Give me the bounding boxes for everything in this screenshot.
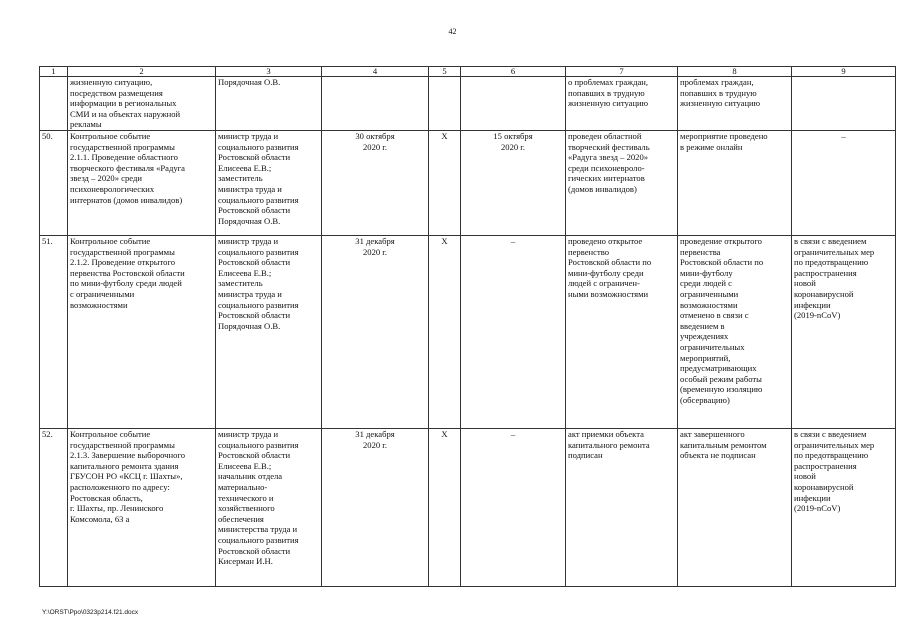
reason-cell: – — [792, 130, 896, 235]
table-row — [40, 235, 896, 428]
row-number: 52. — [40, 428, 68, 586]
actual-result-cell: мероприятие проведено в режиме онлайн — [678, 130, 792, 235]
table-row — [40, 130, 896, 235]
actual-result-cell: акт завершенного капитальным ремонтом объекта не подписан — [678, 428, 792, 586]
row-number: 51. — [40, 235, 68, 428]
fact-date-cell: – — [461, 235, 566, 428]
column-header: 9 — [792, 67, 896, 77]
reason-cell — [792, 77, 896, 131]
column-header: 1 — [40, 67, 68, 77]
responsible-person-cell: министр труда и социального развития Ростовской области Елисеева Е.В.; начальник отдела материально- технического и хозяйственного обеспечения министерства труда и социального развития Ростовской области Кисерман И.Н. — [216, 428, 322, 586]
reason-cell: в связи с введением ограничительных мер по предотвращению распространения новой коронавирусной инфекции (2019-nCoV) — [792, 428, 896, 586]
responsible-person-cell: министр труда и социального развития Ростовской области Елисеева Е.В.; заместитель министра труда и социального развития Ростовской области Порядочная О.В. — [216, 130, 322, 235]
row-number — [40, 77, 68, 131]
plan-date-cell: 31 декабря 2020 г. — [322, 235, 429, 428]
column-header: 8 — [678, 67, 792, 77]
page-number: 42 — [448, 27, 457, 36]
control-event-cell: Контрольное событие государственной программы 2.1.1. Проведение областного творческого фестиваля «Радуга звезд – 2020» среди психоневрологических интернатов (домов инвалидов) — [68, 130, 216, 235]
fact-date-cell: 15 октября 2020 г. — [461, 130, 566, 235]
plan-date-cell: 31 декабря 2020 г. — [322, 428, 429, 586]
reason-cell: в связи с введением ограничительных мер по предотвращению распространения новой коронавирусной инфекции (2019-nCoV) — [792, 235, 896, 428]
column-5-cell: Х — [429, 235, 461, 428]
control-event-cell: жизненную ситуацию, посредством размещения информации в региональных СМИ и на объектах наружной рекламы — [68, 77, 216, 131]
planned-result-cell: акт приемки объекта капитального ремонта подписан — [566, 428, 678, 586]
header-row — [40, 67, 896, 77]
column-5-cell: Х — [429, 428, 461, 586]
fact-date-cell — [461, 77, 566, 131]
column-5-cell — [429, 77, 461, 131]
row-number: 50. — [40, 130, 68, 235]
column-header: 6 — [461, 67, 566, 77]
planned-result-cell: проведен областной творческий фестиваль «Радуга звезд – 2020» среди психоневроло- гических интернатов (домов инвалидов) — [566, 130, 678, 235]
column-header: 3 — [216, 67, 322, 77]
actual-result-cell: проведение открытого первенства Ростовской области по мини-футболу среди людей с ограниченными возможностями отменено в связи с введением в учреждениях ограничительных мероприятий, предусматривающих особый режим работы (временную изоляцию (обсервацию) — [678, 235, 792, 428]
column-header: 2 — [68, 67, 216, 77]
actual-result-cell: проблемах граждан, попавших в трудную жизненную ситуацию — [678, 77, 792, 131]
fact-date-cell: – — [461, 428, 566, 586]
file-path-footer: Y:\ORST\Ppo\0323p214.f21.docx — [42, 609, 139, 616]
column-header: 5 — [429, 67, 461, 77]
report-table — [39, 66, 896, 587]
plan-date-cell: 30 октября 2020 г. — [322, 130, 429, 235]
planned-result-cell: проведено открытое первенство Ростовской области по мини-футболу среди людей с ограничен- ными возможностями — [566, 235, 678, 428]
table-row — [40, 77, 896, 131]
responsible-person-cell: Порядочная О.В. — [216, 77, 322, 131]
planned-result-cell: о проблемах граждан, попавших в трудную жизненную ситуацию — [566, 77, 678, 131]
table-row — [40, 428, 896, 586]
responsible-person-cell: министр труда и социального развития Ростовской области Елисеева Е.В.; заместитель министра труда и социального развития Ростовской области Порядочная О.В. — [216, 235, 322, 428]
control-event-cell: Контрольное событие государственной программы 2.1.2. Проведение открытого первенства Ростовской области по мини-футболу среди людей с ограниченными возможностями — [68, 235, 216, 428]
plan-date-cell — [322, 77, 429, 131]
column-header: 7 — [566, 67, 678, 77]
control-event-cell: Контрольное событие государственной программы 2.1.3. Завершение выборочного капитального ремонта здания ГБУСОН РО «КСЦ г. Шахты», расположенного по адресу: Ростовская область, г. Шахты, пр. Ленинского Комсомола, 63 а — [68, 428, 216, 586]
column-5-cell: Х — [429, 130, 461, 235]
column-header: 4 — [322, 67, 429, 77]
